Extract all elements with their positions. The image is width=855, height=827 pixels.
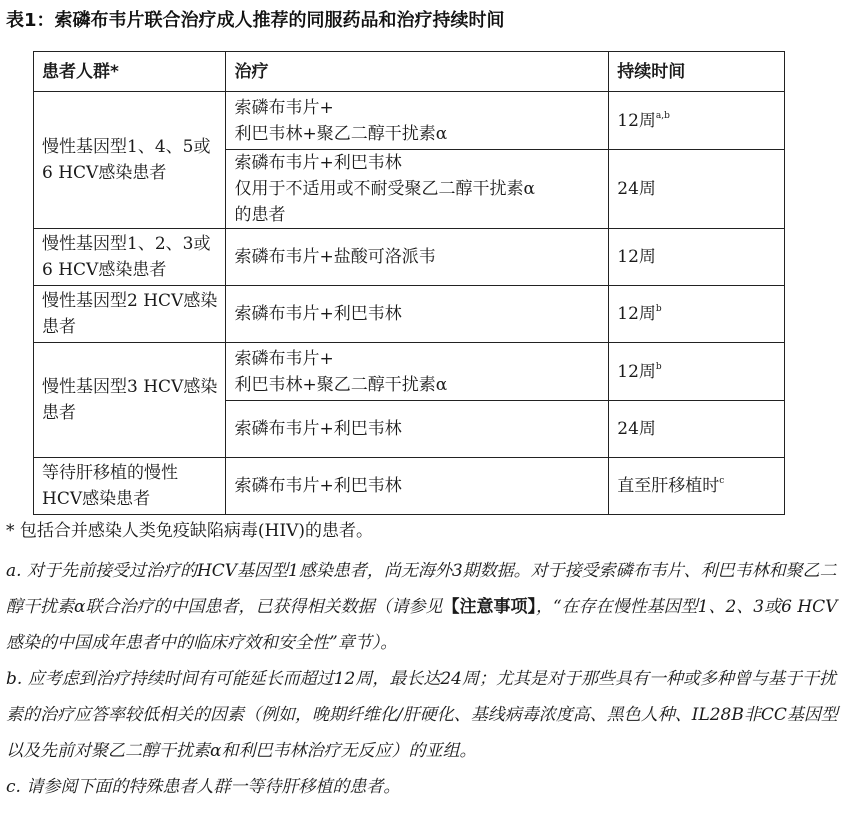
treatment-cell xyxy=(226,401,609,458)
duration-cell xyxy=(609,458,785,515)
population-cell: 慢性基因型1、2、3或6 HCV感染患者 xyxy=(34,229,226,286)
table-row xyxy=(34,343,785,401)
table-row xyxy=(34,458,785,515)
footnote-ref: c xyxy=(719,476,725,486)
table-row xyxy=(34,229,785,286)
footnote-ref: a,b xyxy=(655,110,670,121)
treatment-line: 的患者 xyxy=(234,205,286,225)
header-duration: 持续时间 xyxy=(609,52,785,92)
treatment-cell xyxy=(226,458,609,515)
treatment-line: 索磷布韦片+利巴韦林 xyxy=(234,419,402,439)
duration-value: 12周 xyxy=(617,361,656,382)
footnote-ref: b xyxy=(655,361,662,372)
treatment-cell xyxy=(226,229,609,286)
duration-value: 12周 xyxy=(617,247,656,267)
table-header-row xyxy=(34,52,785,92)
footnote-c: c. 请参阅下面的特殊患者人群一等待肝移植的患者。 xyxy=(6,777,401,797)
table-row xyxy=(34,92,785,150)
treatment-line: 仅用于不适用或不耐受聚乙二醇干扰素α xyxy=(234,179,535,199)
footnote-a-text: a. 对于先前接受过治疗的HCV基因型1感染患者，尚无海外3期数据。对于接受索磷布韦片、利巴韦林和聚乙二醇干扰素α联合治疗的中国患者，已获得相关数据（请参见 xyxy=(6,561,837,617)
footnotes xyxy=(6,517,848,805)
treatment-line: 索磷布韦片+盐酸可洛派韦 xyxy=(234,247,436,267)
duration-value: 24周 xyxy=(617,419,656,439)
treatment-line: 索磷布韦片+利巴韦林 xyxy=(234,476,402,496)
duration-cell xyxy=(609,92,785,150)
header-population: 患者人群* xyxy=(34,52,226,92)
duration-cell xyxy=(609,150,785,229)
duration-cell xyxy=(609,401,785,458)
treatment-cell xyxy=(226,150,609,229)
treatment-line: 利巴韦林+聚乙二醇干扰素α xyxy=(234,374,448,395)
duration-cell xyxy=(609,343,785,401)
treatment-line: 利巴韦林+聚乙二醇干扰素α xyxy=(234,123,448,144)
table-row xyxy=(34,286,785,343)
treatment-line: 索磷布韦片+利巴韦林 xyxy=(234,304,402,324)
treatment-line: 索磷布韦片+ xyxy=(234,348,334,369)
population-cell: 慢性基因型1、4、5或6 HCV感染患者 xyxy=(34,92,226,229)
footnote-star: * 包括合并感染人类免疫缺陷病毒(HIV)的患者。 xyxy=(6,521,373,541)
treatment-line: 索磷布韦片+利巴韦林 xyxy=(234,153,402,173)
header-treatment: 治疗 xyxy=(226,52,609,92)
footnote-a xyxy=(6,553,848,661)
regimen-table xyxy=(33,51,785,515)
duration-value: 24周 xyxy=(617,179,656,199)
duration-value: 12周 xyxy=(617,110,656,131)
footnote-a-bold: 【注意事项】 xyxy=(442,597,536,617)
population-cell: 慢性基因型2 HCV感染患者 xyxy=(34,286,226,343)
footnote-b: b. 应考虑到治疗持续时间有可能延长而超过12周，最长达24周；尤其是对于那些具有一种或多种曾与基于干扰素的治疗应答率较低相关的因素（例如，晚期纤维化/肝硬化、基线病毒浓度高、黑色人种、IL28B非CC基因型以及先前对聚乙二醇干扰素α和利巴韦林治疗无反应）的亚组。 xyxy=(6,669,838,761)
duration-value: 12周 xyxy=(617,304,656,324)
treatment-cell xyxy=(226,343,609,401)
treatment-line: 索磷布韦片+ xyxy=(234,97,334,118)
duration-cell xyxy=(609,286,785,343)
duration-value: 直至肝移植时 xyxy=(617,476,720,496)
duration-cell xyxy=(609,229,785,286)
population-cell: 等待肝移植的慢性HCV感染患者 xyxy=(34,458,226,515)
treatment-cell xyxy=(226,286,609,343)
treatment-cell xyxy=(226,92,609,150)
footnote-ref: b xyxy=(655,304,662,314)
population-cell: 慢性基因型3 HCV感染患者 xyxy=(34,343,226,458)
footnote-a-text-end: ，“在存在慢性基因型1、2、3或6 HCV感染的中国成年患者中的临床疗效和安全性”章节）。 xyxy=(6,597,838,653)
table-title: 表1：索磷布韦片联合治疗成人推荐的同服药品和治疗持续时间 xyxy=(6,10,505,31)
